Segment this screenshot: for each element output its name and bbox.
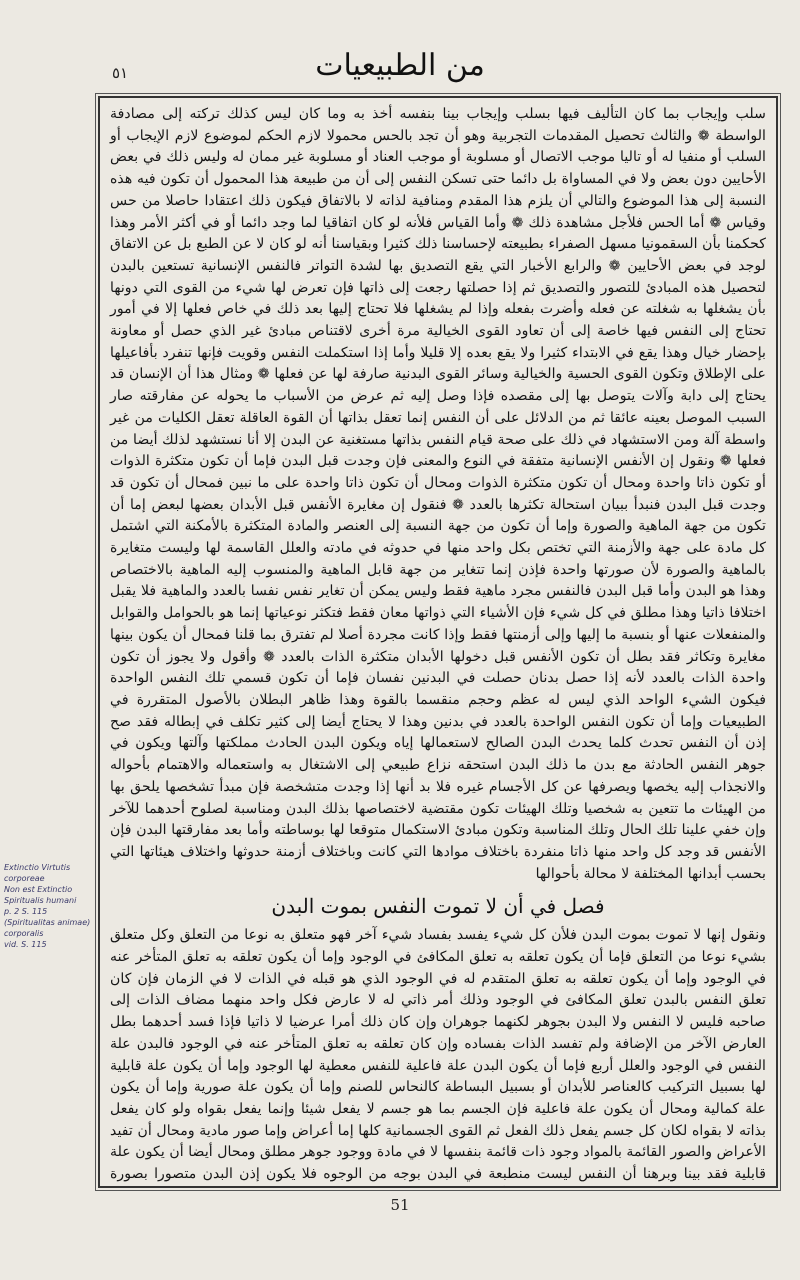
marginal-note-line: Extinctio Virtutis corporeae <box>4 863 71 883</box>
section-heading: فصل في أن لا تموت النفس بموت البدن <box>271 894 605 919</box>
marginal-note-line: Non est Extinctio <box>4 885 73 894</box>
page-number: 51 <box>390 1196 410 1214</box>
marginal-note-line: corporalis <box>4 929 44 938</box>
text-frame <box>98 96 778 1188</box>
marginal-note <box>4 862 96 950</box>
marginal-note-line: Spiritualis humani <box>4 896 77 905</box>
paragraph-2: ونقول إنها لا تموت بموت البدن فلأن كل شيء يفسد بفساد شيء آخر فهو متعلق به نوعا من التعلق وكل متعلق بشيء نوعا من التعلق فإما أن يكون تعلقه به تعلق المكافئ في الوجود وإما أن يكون تعلقه به تعلق المتأخر عنه في الوجود وإما أن يكون تعلقه به تعلق المتقدم له في الوجود الذي هو قبله في الذات لا في الزمان فإن كان تعلق النفس بالبدن تعلق المكافئ في الوجود وذلك أمر ذاتي له لا عارض فكل واحد منهما مضاف الذات إلى صاحبه فليس لا النفس ولا البدن بجوهر لكنهما جوهران وإن كان ذلك أمرا عرضيا لا ذاتيا فإذا فسد أحدهما بطل العارض الآخر من الإضافة ولم تفسد الذات بفساده وإن كان تعلقه به تعلق المتأخر عنه في الوجود فالبدن علة النفس في الوجود والعلل أربع فإما أن يكون البدن علة فاعلية للنفس معطية لها الوجود وإما أن يكون علة قابلية لها بسبيل التركيب كالعناصر للأبدان أو بسبيل البساطة كالنحاس للصنم وإما أن يكون علة صورية وإما أن يكون علة كمالية ومحال أن يكون علة فاعلية فإن الجسم بما هو جسم لا يفعل شيئا وإنما يفعل بقواه ولو كان يفعل بذاته لا بقواه لكان كل جسم يفعل ذلك الفعل ثم القوى الجسمانية كلها إما أعراض وإما صور مادية ومحال أن تفيد الأعراض والصور القائمة بالمواد وجود ذات قائمة بنفسها لا في مادة ووجود جوهر مطلق ومحال أيضا أن يكون علة قابلية فقد بينا وبرهنا أن النفس ليست منطبعة في البدن بوجه من الوجوه فلا يكون إذن البدن متصورا بصورة <box>110 927 766 1183</box>
running-title: من الطبيعيات <box>315 48 485 83</box>
marginal-note-line: vid. S. 115 <box>4 940 47 949</box>
marginal-note-line: p. 2 S. 115 <box>4 907 48 916</box>
page-number-arabic: ٥١ <box>112 64 129 82</box>
marginal-note-line: (Spiritualitas animae) <box>4 918 91 927</box>
paragraph-1: سلب وإيجاب بما كان التأليف فيها بسلب وإيجاب بينا بنفسه أخذ به وما كان ليس كذلك تركته إلى مصادفة الواسطة ❁ والثالث تحصيل المقدمات التجربية وهو أن تجد بالحس محمولا لازم الحكم لموضوع لازم الإيجاب أو السلب أو منفيا له أو تاليا موجب الاتصال أو مسلوبة أو موجب العناد أو مسلوبة غير ممان له وليس ذلك في بعض الأحايين دون بعض ولا في المساواة بل دائما حتى تسكن النفس إلى أن من طبيعة هذا المحمول أن تكون فيه هذه النسبة إلى هذا الموضوع والتالي أن يلزم هذا المقدم ومنافية لذاته لا بالاتفاق فيكون ذلك اعتقادا حاصلا من حس وقياس ❁ أما الحس فلأجل مشاهدة ذلك ❁ وأما القياس فلأنه لو كان اتفاقيا لما وجد دائما أو في أكثر الأمر وهذا كحكمنا بأن السقمونيا مسهل الصفراء بطبيعته لإحساسنا ذلك كثيرا وبقياسنا أنه لو كان لا عن الطبع بل عن الاتفاق لوجد في بعض الأحايين ❁ والرابع الأخبار التي يقع التصديق بها لشدة التواتر فالنفس الإنسانية تستعين بالبدن لتحصيل هذه المبادئ للتصور والتصديق ثم إذا حصلتها رجعت إلى ذاتها فإن تعرض لها شيء من القوى التي دونها بأن يشغلها به شغلته عن فعله وأضرت بفعله وإذا لم يشغلها فلا تحتاج إليها بعد ذلك في خاص فعلها إلا في أمور تحتاج إلى النفس فيها خاصة إلى أن تعاود القوى الخيالية مرة أخرى لاقتناص مبادئ غير الذي حصل أو معاونة بإحضار خيال وهذا يقع في الابتداء كثيرا ولا يقع بعده إلا قليلا وأما إذا استكملت النفس وقويت فإنها تنفرد بأفاعيلها على الإطلاق وتكون القوى الحسية والخيالية وسائر القوى البدنية صارفة لها عن فعلها ❁ ومثال هذا أن الإنسان قد يحتاج إلى دابة وآلات يتوصل بها إلى مقصده فإذا وصل إليه ثم عرض من الأسباب ما يحوله عن مفارقته صار السبب الموصل بعينه عائقا ثم من الدلائل على أن النفس إنما تعقل بذاتها أن القوة العاقلة تعقل الكليات من غير واسطة آلة ومن الاستشهاد في ذلك على صحة قيام النفس بذاتها مستغنية عن البدن إلا أنا نستشهد لذلك أيضا من فعلها ❁ ونقول إن الأنفس الإنسانية متفقة في النوع والمعنى فإن وجدت قبل البدن فإما أن تكون متكثرة الذوات أو تكون ذاتا واحدة ومحال أن تكون متكثرة الذوات ومحال أن تكون ذاتا واحدة على ما نبين فمحال أن تكون قد وجدت قبل البدن فنبدأ ببيان استحالة تكثرها بالعدد ❁ فنقول إن مغايرة الأنفس قبل الأبدان بعضها لبعض إما أن تكون من جهة الماهية والصورة وإما أن تكون من جهة النسبة إلى العنصر والمادة المتكثرة بالأمكنة التي اشتمل كل مادة على جهة والأزمنة التي تختص بكل واحد منها في حدوثه في مادته والعلل القاسمة لها وليست متغايرة بالماهية والصورة لأن صورتها واحدة فإذن إنما تتغاير من جهة قابل الماهية والمنسوب إليه الماهية بالاختصاص وهذا هو البدن وأما قبل البدن فالنفس مجرد ماهية فقط وليس يمكن أن تغاير نفس نفسا بالعدد والماهية فلا يقبل اختلافا ذاتيا وهذا مطلق في كل شيء فإن الأشياء التي ذواتها معان فقط فتكثر نوعياتها إنما هو بالحوامل والقوابل والمنفعلات عنها أو بنسبة ما إليها وإلى أزمنتها فقط وإذا كانت مجردة أصلا لم تفترق بما قلنا فمحال أن يكون بينها مغايرة وتكاثر فقد بطل أن تكون الأنفس قبل دخولها الأبدان متكثرة الذات بالعدد ❁ وأقول ولا يجوز أن تكون واحدة الذات بالعدد لأنه إذا حصل بدنان حصلت في البدنين نفسان فإما أن تكون قسمي تلك النفس الواحدة فيكون الشيء الواحد الذي ليس له عظم وحجم منقسما بالقوة وهذا ظاهر البطلان بالأصول المتقررة في الطبيعيات وإما أن تكون النفس الواحدة بالعدد في بدنين وهذا لا يحتاج أيضا إلى كثير تكلف في إبطاله فقد صح إذن أن النفس تحدث كلما يحدث البدن الصالح لاستعمالها إياه ويكون البدن الحادث مملكتها وآلتها ويكون في جوهر النفس الحادثة مع بدن ما ذلك البدن استحقه نزاع طبيعي إلى الاشتغال به واستعماله والاهتمام بأحواله والانجذاب إليه يخصها ويصرفها عن كل الأجسام غيره فلا بد أنها إذا وجدت متشخصة فإن مبدأ تشخصها يلحق بها من الهيئات ما تتعين به شخصيا وتلك الهيئات تكون مقتضية لاختصاصها بذلك البدن ومناسبة لصلوح أحدهما للآخر وإن خفي علينا تلك الحال وتلك المناسبة وتكون مبادئ الاستكمال متوقعا لها بوساطته وأما بعد مفارقتها البدن فإن الأنفس قد وجد كل واحد منها ذاتا منفردة باختلاف موادها التي كانت وباختلاف أزمنة حدوثها واختلاف هيئاتها التي بحسب أبدانها المختلفة لا محالة بأحوالها <box>110 106 767 882</box>
